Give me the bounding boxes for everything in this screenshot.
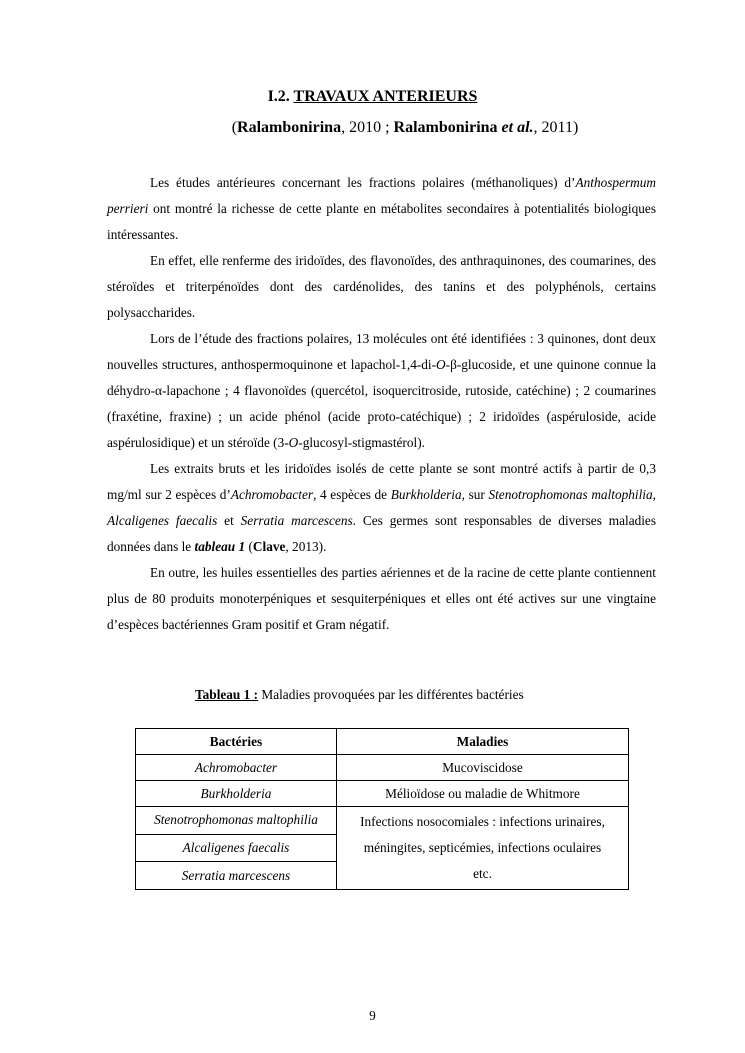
section-heading: TRAVAUX ANTERIEURS	[293, 88, 478, 105]
table-row	[136, 755, 629, 781]
p4-text-e: . Ces germes sont responsables de diverses maladies données dans le	[107, 513, 657, 554]
table-row	[136, 807, 629, 835]
p1-text-a: Les études antérieures concernant les fractions polaires (méthanoliques) d’	[150, 175, 576, 190]
p4-serratia: Serratia marcescens	[240, 513, 353, 528]
p4-table-ref: tableau 1	[194, 539, 246, 554]
ref-author-2: Ralambonirina	[393, 119, 498, 136]
header-bacteria: Bactéries	[136, 729, 337, 755]
cell-bacteria: Achromobacter	[136, 755, 337, 781]
section-references: (Ralambonirina, 2010 ; Ralambonirina et al., 2011)	[231, 119, 579, 136]
caption-label: Tableau 1 :	[195, 687, 259, 702]
paragraph-2: En effet, elle renferme des iridoïdes, des flavonoïdes, des anthraquinones, des coumarines, des stéroïdes et triterpénoïdes dont des cardénolides, des tanins et des polyphénols, certains polysaccharides.	[107, 253, 656, 320]
caption-text: Maladies provoquées par les différentes bactéries	[258, 687, 524, 702]
p4-text-f: (	[245, 539, 253, 554]
section-number: I.2.	[267, 88, 290, 105]
p3-o-1: O	[436, 357, 446, 372]
paragraph-3	[107, 326, 656, 456]
bacteria-diseases-table	[135, 728, 629, 890]
p4-text-c: , sur	[461, 487, 489, 502]
page-number: 9	[369, 1008, 376, 1023]
cell-bacteria: Serratia marcescens	[136, 862, 337, 890]
p3-o-2: O	[288, 435, 299, 450]
p1-text-b: ont montré la richesse de cette plante en métabolites secondaires à potentialités biologiques intéressantes.	[107, 201, 656, 242]
ref-author-1: Ralambonirina	[237, 119, 342, 136]
p4-text-a: Les extraits bruts et les iridoïdes isolés de cette plante se sont montré actifs à partir de 0,3 mg/ml sur 2 espèces d’	[107, 461, 656, 502]
body-text	[107, 170, 656, 638]
table-row	[136, 781, 629, 807]
p3-text-b: -β-glucoside, et une quinone connue la déhydro-α-lapachone ; 4 flavonoïdes (quercétol, isoquercitroside, rutoside, catéchine) ; 2 coumarines (fraxétine, fraxine) ; un acide phénol (acide proto-catéchique) ; 2 iridoïdes (aspéruloside, acide aspérulosidique) et un stéroïde (3-	[107, 357, 657, 450]
table-caption	[195, 687, 524, 703]
cell-disease: Mélioïdose ou maladie de Whitmore	[337, 781, 629, 807]
paragraph-5: En outre, les huiles essentielles des parties aériennes et de la racine de cette plante contiennent plus de 80 produits monoterpéniques et sesquiterpéniques et elles ont été actives sur une vingtaine d’espèces bactériennes Gram positif et Gram négatif.	[107, 565, 656, 632]
p1-species: Anthospermum perrieri	[107, 175, 656, 216]
p4-burkholderia: Burkholderia	[390, 487, 462, 502]
section-title	[0, 88, 745, 106]
cell-bacteria: Burkholderia	[136, 781, 337, 807]
p4-achromobacter: Achromobacter	[230, 487, 314, 502]
header-diseases: Maladies	[337, 729, 629, 755]
cell-disease-merged	[337, 807, 629, 890]
merged-disease-line-2: méningites, septicémies, infections oculaires	[363, 840, 602, 855]
p3-text-c: -glucosyl-stigmastérol).	[298, 435, 425, 450]
merged-disease-line-3: etc.	[473, 866, 492, 881]
p4-text-b: , 4 espèces de	[313, 487, 391, 502]
cell-disease: Mucoviscidose	[337, 755, 629, 781]
p4-text-g: , 2013).	[285, 539, 327, 554]
paragraph-4	[107, 456, 656, 560]
ref-etal: et al.	[501, 119, 534, 136]
p4-text-d: et	[217, 513, 241, 528]
paragraph-1	[107, 170, 656, 248]
ref-year-2: , 2011)	[533, 119, 579, 136]
table-header-row	[136, 729, 629, 755]
cell-bacteria: Stenotrophomonas maltophilia	[136, 807, 337, 835]
merged-disease-line-1: Infections nosocomiales : infections urinaires,	[360, 814, 605, 829]
p4-stenotrophomonas: Stenotrophomonas maltophilia, Alcaligenes faecalis	[107, 487, 656, 528]
ref-year-1: , 2010 ;	[341, 119, 394, 136]
cell-bacteria: Alcaligenes faecalis	[136, 834, 337, 862]
p4-clave: Clave	[252, 539, 286, 554]
p3-text-a: Lors de l’étude des fractions polaires, 13 molécules ont été identifiées : 3 quinones, dont deux nouvelles structures, anthospermoquinone et lapachol-1,4-di-	[107, 331, 656, 372]
